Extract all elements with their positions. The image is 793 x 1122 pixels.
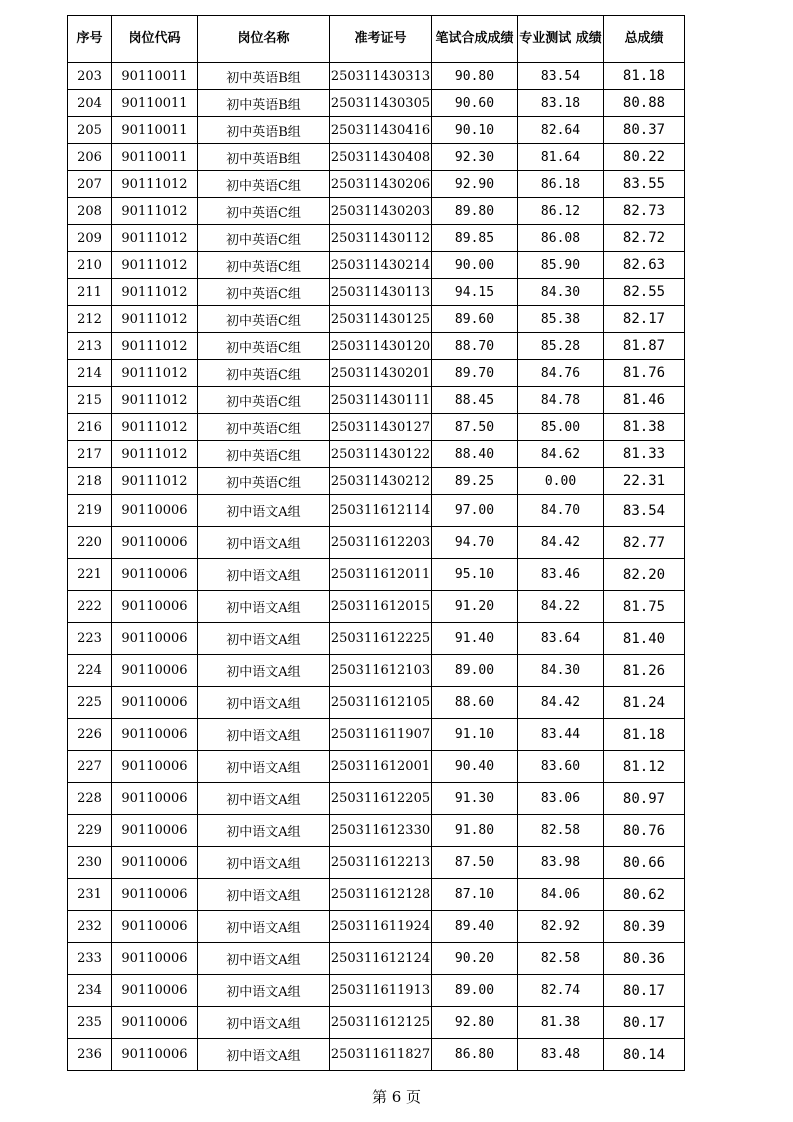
cell-seq: 224 (68, 655, 112, 687)
cell-exam-id: 250311430214 (330, 252, 432, 279)
table-row (68, 360, 685, 387)
cell-position-code: 90110006 (112, 527, 198, 559)
cell-total-score: 81.18 (604, 719, 685, 751)
table-row (68, 559, 685, 591)
cell-professional-score: 84.62 (518, 441, 604, 468)
cell-seq: 216 (68, 414, 112, 441)
cell-position-name: 初中英语C组 (198, 171, 330, 198)
cell-professional-score: 83.18 (518, 90, 604, 117)
cell-professional-score: 85.38 (518, 306, 604, 333)
cell-professional-score: 82.92 (518, 911, 604, 943)
cell-position-code: 90110006 (112, 783, 198, 815)
cell-professional-score: 82.64 (518, 117, 604, 144)
cell-exam-id: 250311612015 (330, 591, 432, 623)
cell-seq: 221 (68, 559, 112, 591)
cell-position-name: 初中语文A组 (198, 495, 330, 527)
table-row (68, 879, 685, 911)
cell-position-name: 初中语文A组 (198, 559, 330, 591)
cell-position-name: 初中英语B组 (198, 144, 330, 171)
table-row (68, 943, 685, 975)
cell-professional-score: 82.74 (518, 975, 604, 1007)
cell-position-name: 初中语文A组 (198, 623, 330, 655)
cell-position-name: 初中语文A组 (198, 1039, 330, 1071)
cell-professional-score: 84.30 (518, 655, 604, 687)
header-position-code: 岗位代码 (112, 16, 198, 63)
cell-position-code: 90110006 (112, 1007, 198, 1039)
cell-position-name: 初中语文A组 (198, 1007, 330, 1039)
cell-position-code: 90110006 (112, 879, 198, 911)
cell-seq: 225 (68, 687, 112, 719)
cell-exam-id: 250311611907 (330, 719, 432, 751)
cell-professional-score: 86.12 (518, 198, 604, 225)
cell-seq: 235 (68, 1007, 112, 1039)
table-row (68, 495, 685, 527)
cell-written-score: 87.10 (432, 879, 518, 911)
cell-position-code: 90110006 (112, 975, 198, 1007)
table-row (68, 171, 685, 198)
cell-written-score: 97.00 (432, 495, 518, 527)
cell-seq: 208 (68, 198, 112, 225)
cell-seq: 230 (68, 847, 112, 879)
cell-position-code: 90111012 (112, 225, 198, 252)
cell-total-score: 81.46 (604, 387, 685, 414)
cell-total-score: 81.87 (604, 333, 685, 360)
cell-professional-score: 85.28 (518, 333, 604, 360)
cell-written-score: 86.80 (432, 1039, 518, 1071)
cell-seq: 236 (68, 1039, 112, 1071)
cell-exam-id: 250311430313 (330, 63, 432, 90)
cell-exam-id: 250311430203 (330, 198, 432, 225)
cell-position-code: 90111012 (112, 387, 198, 414)
cell-seq: 206 (68, 144, 112, 171)
cell-position-name: 初中英语C组 (198, 279, 330, 306)
cell-exam-id: 250311430201 (330, 360, 432, 387)
cell-professional-score: 84.42 (518, 527, 604, 559)
cell-total-score: 81.75 (604, 591, 685, 623)
cell-written-score: 88.45 (432, 387, 518, 414)
cell-total-score: 80.39 (604, 911, 685, 943)
cell-exam-id: 250311430212 (330, 468, 432, 495)
cell-total-score: 83.54 (604, 495, 685, 527)
cell-position-code: 90110006 (112, 591, 198, 623)
cell-seq: 204 (68, 90, 112, 117)
cell-exam-id: 250311612205 (330, 783, 432, 815)
table-row (68, 90, 685, 117)
cell-total-score: 82.77 (604, 527, 685, 559)
cell-written-score: 94.70 (432, 527, 518, 559)
cell-position-name: 初中英语C组 (198, 333, 330, 360)
table-header-row (68, 16, 685, 63)
cell-position-code: 90110011 (112, 90, 198, 117)
cell-written-score: 89.00 (432, 655, 518, 687)
cell-total-score: 81.12 (604, 751, 685, 783)
cell-professional-score: 83.44 (518, 719, 604, 751)
cell-position-code: 90111012 (112, 414, 198, 441)
cell-exam-id: 250311612011 (330, 559, 432, 591)
cell-position-name: 初中英语C组 (198, 468, 330, 495)
cell-position-name: 初中语文A组 (198, 879, 330, 911)
cell-exam-id: 250311612001 (330, 751, 432, 783)
cell-position-code: 90110011 (112, 117, 198, 144)
cell-position-code: 90111012 (112, 306, 198, 333)
cell-position-name: 初中英语C组 (198, 414, 330, 441)
cell-total-score: 82.73 (604, 198, 685, 225)
cell-seq: 203 (68, 63, 112, 90)
cell-professional-score: 83.46 (518, 559, 604, 591)
cell-position-name: 初中英语C组 (198, 360, 330, 387)
cell-seq: 232 (68, 911, 112, 943)
table-row (68, 687, 685, 719)
cell-exam-id: 250311430122 (330, 441, 432, 468)
cell-written-score: 89.25 (432, 468, 518, 495)
cell-position-name: 初中英语C组 (198, 252, 330, 279)
header-position-name: 岗位名称 (198, 16, 330, 63)
cell-position-name: 初中语文A组 (198, 911, 330, 943)
cell-professional-score: 84.70 (518, 495, 604, 527)
cell-total-score: 80.97 (604, 783, 685, 815)
header-written-score: 笔试合成成绩 (432, 16, 518, 63)
cell-total-score: 80.66 (604, 847, 685, 879)
table-row (68, 911, 685, 943)
cell-exam-id: 250311611913 (330, 975, 432, 1007)
cell-professional-score: 85.00 (518, 414, 604, 441)
cell-written-score: 94.15 (432, 279, 518, 306)
cell-professional-score: 81.38 (518, 1007, 604, 1039)
table-row (68, 591, 685, 623)
cell-total-score: 81.40 (604, 623, 685, 655)
cell-total-score: 82.72 (604, 225, 685, 252)
cell-written-score: 89.60 (432, 306, 518, 333)
cell-total-score: 80.14 (604, 1039, 685, 1071)
cell-seq: 212 (68, 306, 112, 333)
cell-exam-id: 250311611827 (330, 1039, 432, 1071)
cell-total-score: 80.37 (604, 117, 685, 144)
cell-written-score: 91.30 (432, 783, 518, 815)
cell-professional-score: 84.30 (518, 279, 604, 306)
cell-seq: 205 (68, 117, 112, 144)
table-row (68, 751, 685, 783)
cell-professional-score: 83.48 (518, 1039, 604, 1071)
table-row (68, 1007, 685, 1039)
table-row (68, 252, 685, 279)
cell-position-code: 90111012 (112, 279, 198, 306)
cell-total-score: 80.62 (604, 879, 685, 911)
cell-professional-score: 83.60 (518, 751, 604, 783)
cell-professional-score: 83.54 (518, 63, 604, 90)
cell-written-score: 92.80 (432, 1007, 518, 1039)
cell-exam-id: 250311612330 (330, 815, 432, 847)
cell-position-name: 初中英语C组 (198, 225, 330, 252)
table-row (68, 279, 685, 306)
cell-exam-id: 250311430305 (330, 90, 432, 117)
cell-seq: 218 (68, 468, 112, 495)
cell-exam-id: 250311430111 (330, 387, 432, 414)
cell-position-code: 90110006 (112, 495, 198, 527)
cell-total-score: 81.76 (604, 360, 685, 387)
cell-position-code: 90110011 (112, 144, 198, 171)
table-row (68, 719, 685, 751)
cell-position-name: 初中语文A组 (198, 527, 330, 559)
table-row (68, 441, 685, 468)
cell-written-score: 88.70 (432, 333, 518, 360)
cell-written-score: 89.70 (432, 360, 518, 387)
cell-professional-score: 83.06 (518, 783, 604, 815)
cell-written-score: 89.80 (432, 198, 518, 225)
cell-professional-score: 86.08 (518, 225, 604, 252)
cell-professional-score: 0.00 (518, 468, 604, 495)
cell-position-code: 90111012 (112, 468, 198, 495)
cell-total-score: 80.17 (604, 1007, 685, 1039)
table-row (68, 333, 685, 360)
table-row (68, 1039, 685, 1071)
header-total-score: 总成绩 (604, 16, 685, 63)
cell-exam-id: 250311612128 (330, 879, 432, 911)
cell-seq: 209 (68, 225, 112, 252)
score-table (67, 15, 685, 1071)
cell-exam-id: 250311430113 (330, 279, 432, 306)
cell-position-name: 初中语文A组 (198, 783, 330, 815)
cell-position-name: 初中英语C组 (198, 387, 330, 414)
cell-exam-id: 250311612103 (330, 655, 432, 687)
cell-position-code: 90111012 (112, 333, 198, 360)
cell-position-name: 初中语文A组 (198, 655, 330, 687)
cell-professional-score: 81.64 (518, 144, 604, 171)
cell-position-code: 90111012 (112, 171, 198, 198)
cell-position-name: 初中英语B组 (198, 117, 330, 144)
table-row (68, 306, 685, 333)
cell-seq: 234 (68, 975, 112, 1007)
table-body (68, 63, 685, 1071)
cell-position-code: 90110006 (112, 751, 198, 783)
cell-written-score: 88.60 (432, 687, 518, 719)
table-row (68, 815, 685, 847)
cell-written-score: 87.50 (432, 847, 518, 879)
cell-exam-id: 250311430408 (330, 144, 432, 171)
cell-total-score: 81.18 (604, 63, 685, 90)
cell-professional-score: 84.76 (518, 360, 604, 387)
cell-total-score: 80.17 (604, 975, 685, 1007)
table-row (68, 847, 685, 879)
cell-written-score: 90.10 (432, 117, 518, 144)
cell-total-score: 80.76 (604, 815, 685, 847)
cell-total-score: 22.31 (604, 468, 685, 495)
table-row (68, 783, 685, 815)
cell-total-score: 82.55 (604, 279, 685, 306)
cell-position-code: 90110006 (112, 623, 198, 655)
cell-written-score: 89.00 (432, 975, 518, 1007)
cell-position-code: 90110006 (112, 559, 198, 591)
cell-seq: 233 (68, 943, 112, 975)
cell-position-code: 90110006 (112, 847, 198, 879)
table-row (68, 975, 685, 1007)
cell-seq: 228 (68, 783, 112, 815)
table-row (68, 225, 685, 252)
cell-seq: 229 (68, 815, 112, 847)
cell-exam-id: 250311430112 (330, 225, 432, 252)
cell-written-score: 91.40 (432, 623, 518, 655)
cell-seq: 215 (68, 387, 112, 414)
header-professional-score: 专业测试 成绩 (518, 16, 604, 63)
cell-exam-id: 250311430127 (330, 414, 432, 441)
cell-professional-score: 84.42 (518, 687, 604, 719)
cell-seq: 219 (68, 495, 112, 527)
cell-seq: 220 (68, 527, 112, 559)
cell-written-score: 90.60 (432, 90, 518, 117)
cell-position-code: 90110006 (112, 687, 198, 719)
cell-exam-id: 250311612213 (330, 847, 432, 879)
table-row (68, 468, 685, 495)
cell-total-score: 82.20 (604, 559, 685, 591)
cell-position-name: 初中语文A组 (198, 943, 330, 975)
cell-written-score: 92.30 (432, 144, 518, 171)
table-row (68, 144, 685, 171)
cell-exam-id: 250311611924 (330, 911, 432, 943)
cell-written-score: 90.40 (432, 751, 518, 783)
cell-written-score: 95.10 (432, 559, 518, 591)
cell-professional-score: 84.06 (518, 879, 604, 911)
cell-position-code: 90110006 (112, 1039, 198, 1071)
cell-exam-id: 250311430125 (330, 306, 432, 333)
cell-position-code: 90110006 (112, 655, 198, 687)
table-row (68, 117, 685, 144)
cell-professional-score: 82.58 (518, 943, 604, 975)
cell-position-name: 初中英语B组 (198, 90, 330, 117)
cell-exam-id: 250311612124 (330, 943, 432, 975)
cell-position-code: 90111012 (112, 198, 198, 225)
cell-seq: 223 (68, 623, 112, 655)
cell-written-score: 90.00 (432, 252, 518, 279)
cell-total-score: 81.33 (604, 441, 685, 468)
cell-position-name: 初中语文A组 (198, 975, 330, 1007)
cell-total-score: 81.38 (604, 414, 685, 441)
cell-written-score: 90.20 (432, 943, 518, 975)
cell-professional-score: 83.98 (518, 847, 604, 879)
cell-exam-id: 250311430120 (330, 333, 432, 360)
cell-total-score: 82.63 (604, 252, 685, 279)
cell-position-code: 90110011 (112, 63, 198, 90)
cell-position-code: 90110006 (112, 815, 198, 847)
cell-total-score: 80.36 (604, 943, 685, 975)
cell-written-score: 91.80 (432, 815, 518, 847)
cell-total-score: 82.17 (604, 306, 685, 333)
cell-professional-score: 84.22 (518, 591, 604, 623)
header-exam-id: 准考证号 (330, 16, 432, 63)
cell-seq: 210 (68, 252, 112, 279)
cell-position-name: 初中语文A组 (198, 719, 330, 751)
cell-written-score: 89.85 (432, 225, 518, 252)
table-row (68, 414, 685, 441)
cell-position-name: 初中语文A组 (198, 687, 330, 719)
cell-position-code: 90111012 (112, 441, 198, 468)
cell-seq: 214 (68, 360, 112, 387)
cell-written-score: 91.20 (432, 591, 518, 623)
cell-exam-id: 250311612114 (330, 495, 432, 527)
cell-exam-id: 250311430416 (330, 117, 432, 144)
table-row (68, 198, 685, 225)
cell-seq: 227 (68, 751, 112, 783)
cell-position-code: 90111012 (112, 252, 198, 279)
cell-position-name: 初中英语C组 (198, 306, 330, 333)
cell-total-score: 81.26 (604, 655, 685, 687)
cell-written-score: 88.40 (432, 441, 518, 468)
cell-written-score: 92.90 (432, 171, 518, 198)
cell-exam-id: 250311612203 (330, 527, 432, 559)
cell-seq: 226 (68, 719, 112, 751)
cell-seq: 231 (68, 879, 112, 911)
cell-written-score: 91.10 (432, 719, 518, 751)
cell-position-name: 初中英语C组 (198, 198, 330, 225)
cell-exam-id: 250311612125 (330, 1007, 432, 1039)
cell-written-score: 87.50 (432, 414, 518, 441)
cell-position-name: 初中语文A组 (198, 751, 330, 783)
table-row (68, 63, 685, 90)
cell-professional-score: 86.18 (518, 171, 604, 198)
cell-exam-id: 250311612225 (330, 623, 432, 655)
cell-position-code: 90110006 (112, 943, 198, 975)
cell-position-name: 初中语文A组 (198, 591, 330, 623)
cell-professional-score: 84.78 (518, 387, 604, 414)
cell-position-name: 初中英语C组 (198, 441, 330, 468)
table-row (68, 623, 685, 655)
cell-seq: 213 (68, 333, 112, 360)
cell-professional-score: 83.64 (518, 623, 604, 655)
cell-exam-id: 250311612105 (330, 687, 432, 719)
cell-position-code: 90111012 (112, 360, 198, 387)
cell-professional-score: 85.90 (518, 252, 604, 279)
cell-seq: 211 (68, 279, 112, 306)
cell-seq: 207 (68, 171, 112, 198)
cell-position-name: 初中语文A组 (198, 847, 330, 879)
cell-written-score: 90.80 (432, 63, 518, 90)
cell-seq: 217 (68, 441, 112, 468)
cell-total-score: 80.88 (604, 90, 685, 117)
page-number: 第 6 页 (371, 1088, 422, 1106)
cell-position-code: 90110006 (112, 719, 198, 751)
cell-written-score: 89.40 (432, 911, 518, 943)
table-row (68, 527, 685, 559)
cell-total-score: 83.55 (604, 171, 685, 198)
cell-position-code: 90110006 (112, 911, 198, 943)
header-seq: 序号 (68, 16, 112, 63)
cell-exam-id: 250311430206 (330, 171, 432, 198)
cell-total-score: 80.22 (604, 144, 685, 171)
table-row (68, 387, 685, 414)
cell-seq: 222 (68, 591, 112, 623)
cell-professional-score: 82.58 (518, 815, 604, 847)
table-row (68, 655, 685, 687)
cell-total-score: 81.24 (604, 687, 685, 719)
cell-position-name: 初中英语B组 (198, 63, 330, 90)
cell-position-name: 初中语文A组 (198, 815, 330, 847)
